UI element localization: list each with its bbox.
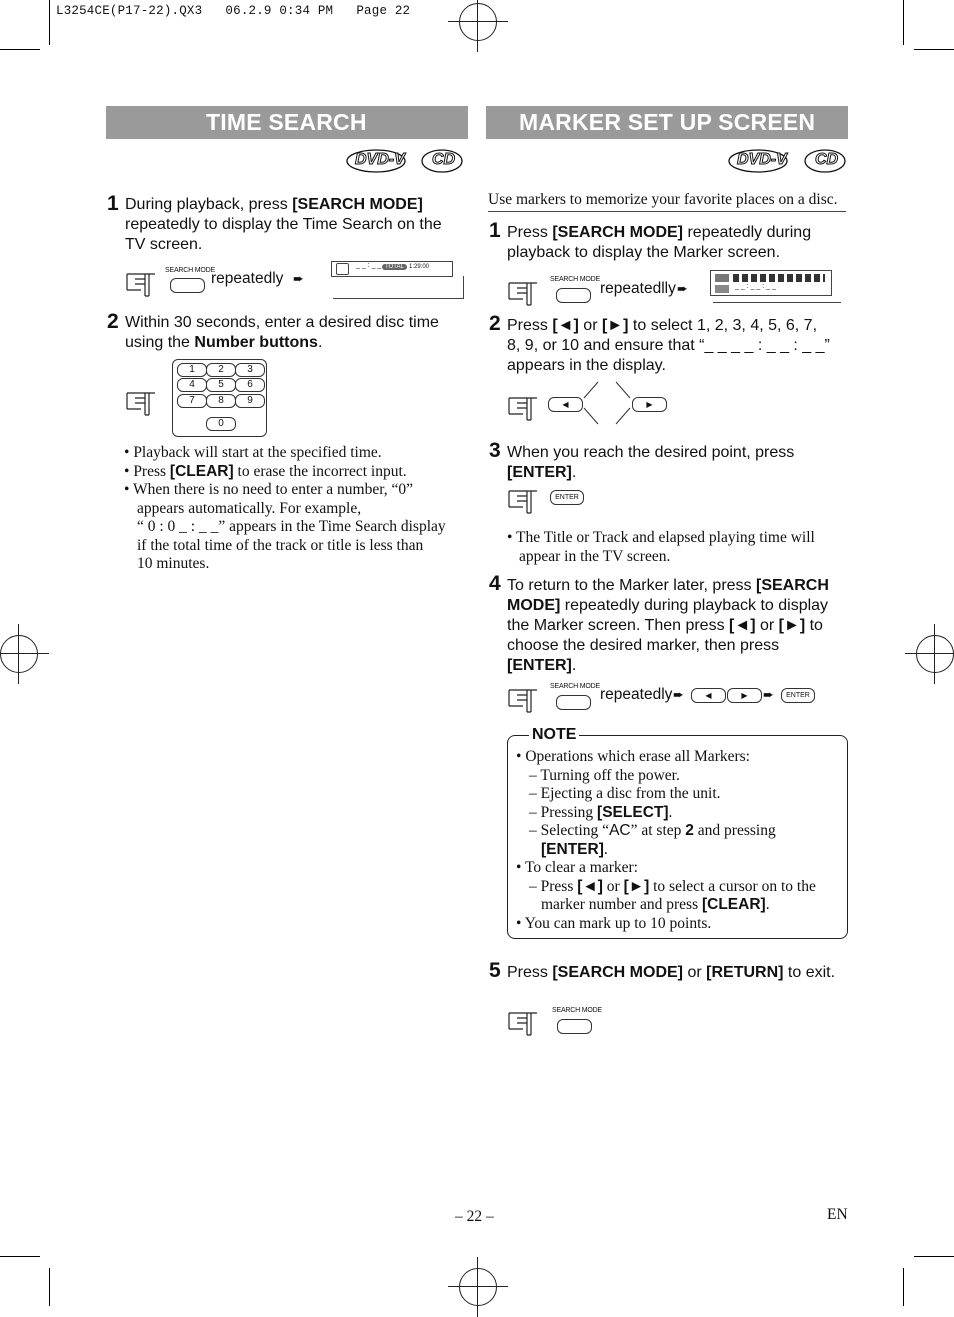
section-title-time-search: TIME SEARCH xyxy=(106,106,468,139)
search-mode-button[interactable] xyxy=(557,1019,592,1034)
registration-mark xyxy=(459,1268,497,1306)
crop-mark xyxy=(914,49,954,50)
hand-pointer-icon xyxy=(507,1005,547,1037)
number-key-6[interactable]: 6 xyxy=(235,378,265,392)
arrow-right-icon: ➨ xyxy=(677,281,688,296)
left-arrow-button[interactable]: ◀ xyxy=(691,688,726,703)
step-number: 1 xyxy=(489,219,501,242)
step-text: When you reach the desired point, press [ENTER]. xyxy=(507,444,795,481)
registration-mark xyxy=(459,3,497,41)
crop-mark xyxy=(903,0,904,45)
crop-mark xyxy=(49,0,50,45)
bullet-list: • Playback will start at the specified time. • Press [CLEAR] to erase the incorrect input. • When there is no need to enter a number, “0” appears automatically. For example, “ 0 : 0 _ : _ _” appears in the Time Search display if the total time of the track or title is less than 10 minutes. xyxy=(124,444,446,572)
registration-mark xyxy=(0,635,38,673)
step-text: Within 30 seconds, enter a desired disc time using the Number buttons. xyxy=(125,314,439,351)
number-key-4[interactable]: 4 xyxy=(177,378,207,392)
search-mode-button[interactable] xyxy=(170,278,205,293)
crop-mark xyxy=(0,49,40,50)
cd-disc-icon: CD xyxy=(803,148,847,174)
step-number: 5 xyxy=(489,959,501,982)
right-arrow-button[interactable]: ▶ xyxy=(727,688,762,703)
hand-pointer-icon xyxy=(125,385,165,417)
number-key-8[interactable]: 8 xyxy=(206,394,236,408)
step-text: Press [SEARCH MODE] repeatedly during playback to display the Marker screen. xyxy=(507,224,812,261)
left-arrow-button[interactable]: ◀ xyxy=(548,397,583,412)
enter-button[interactable]: ENTER xyxy=(781,688,815,703)
tv-screen-frame xyxy=(333,276,464,299)
hand-pointer-icon xyxy=(507,682,547,714)
step-number: 2 xyxy=(107,310,119,333)
bullet-list: • The Title or Track and elapsed playing time will appear in the TV screen. xyxy=(507,529,815,565)
hand-pointer-icon xyxy=(507,483,547,515)
intro-text: Use markers to memorize your favorite places on a disc. xyxy=(488,191,838,208)
number-key-0[interactable]: 0 xyxy=(206,417,236,431)
repeatedly-label: repeatedly xyxy=(211,270,284,287)
button-label: SEARCH MODE xyxy=(165,267,215,274)
clock-icon xyxy=(336,263,349,275)
step-text: To return to the Marker later, press [SEARCH MODE] repeatedly during playback to display the Marker screen. Then press [◄] or [►] to choose the desired marker, then press [ENTER]. xyxy=(507,577,829,674)
page-number: – 22 – xyxy=(455,1208,494,1225)
print-slug: L3254CE(P17-22).QX3 06.2.9 0:34 PM Page 22 xyxy=(56,4,411,18)
marker-number xyxy=(715,285,729,293)
step-number: 4 xyxy=(489,572,501,595)
button-label: SEARCH MODE xyxy=(550,276,600,283)
number-key-2[interactable]: 2 xyxy=(206,363,236,377)
number-keypad xyxy=(172,359,267,437)
crop-mark xyxy=(49,1268,50,1306)
search-mode-button[interactable] xyxy=(556,695,591,710)
number-key-3[interactable]: 3 xyxy=(235,363,265,377)
button-label: SEARCH MODE xyxy=(550,683,600,690)
search-mode-button[interactable] xyxy=(556,288,591,303)
direction-lines xyxy=(582,380,632,426)
marker-display: _ _ : _ _ : _ _ xyxy=(710,270,832,296)
step-text: Press [SEARCH MODE] or [RETURN] to exit. xyxy=(507,964,836,981)
divider xyxy=(488,211,846,212)
dvd-v-disc-icon: DVD-V xyxy=(727,148,789,174)
marker-slots xyxy=(733,274,825,282)
cd-disc-icon: CD xyxy=(420,148,464,174)
repeatedly-label: repeatedly xyxy=(600,686,673,703)
note-list: • Operations which erase all Markers: – Turning off the power. – Ejecting a disc from the unit. – Pressing [SELECT]. – Selecting “AC” at step 2 and pressing [ENTER]. • To clear a marker: – Press [◄] or [►] to select a cursor on to the marker number and press [CLEAR]. • You can mark up to 10 points. xyxy=(516,748,816,932)
step-text: During playback, press [SEARCH MODE] repeatedly to display the Time Search on the TV screen. xyxy=(125,196,442,253)
hand-pointer-icon xyxy=(125,266,165,298)
note-title: NOTE xyxy=(529,726,579,744)
hand-pointer-icon xyxy=(507,390,547,422)
arrow-right-icon: ➨ xyxy=(293,271,304,286)
crop-mark xyxy=(0,1256,40,1257)
crop-mark xyxy=(903,1268,904,1306)
step-number: 3 xyxy=(489,439,501,462)
arrow-right-icon: ➨ xyxy=(673,687,684,702)
time-search-display: _ _ : _ _ TOTAL 1:29:00 xyxy=(331,261,453,277)
registration-mark xyxy=(916,635,954,673)
repeatedly-label: repeatedlly xyxy=(600,280,676,297)
step-number: 1 xyxy=(107,192,119,215)
arrow-right-icon: ➨ xyxy=(763,687,774,702)
dvd-v-disc-icon: DVD-V xyxy=(345,148,407,174)
section-title-marker-set-up: MARKER SET UP SCREEN xyxy=(486,106,848,139)
number-key-7[interactable]: 7 xyxy=(177,394,207,408)
tv-screen-frame xyxy=(713,294,841,303)
number-key-5[interactable]: 5 xyxy=(206,378,236,392)
language-tag: EN xyxy=(827,1206,848,1223)
enter-button[interactable]: ENTER xyxy=(550,490,584,505)
step-text: Press [◄] or [►] to select 1, 2, 3, 4, 5, 6, 7, 8, 9, or 10 and ensure that “_ _ _ _ : _ _ : _ _” appears in the display. xyxy=(507,317,830,374)
check-icon xyxy=(715,274,729,282)
button-label: SEARCH MODE xyxy=(552,1007,602,1014)
number-key-1[interactable]: 1 xyxy=(177,363,207,377)
hand-pointer-icon xyxy=(507,275,547,307)
right-arrow-button[interactable]: ▶ xyxy=(632,397,667,412)
number-key-9[interactable]: 9 xyxy=(235,394,265,408)
step-number: 2 xyxy=(489,312,501,335)
crop-mark xyxy=(914,1256,954,1257)
